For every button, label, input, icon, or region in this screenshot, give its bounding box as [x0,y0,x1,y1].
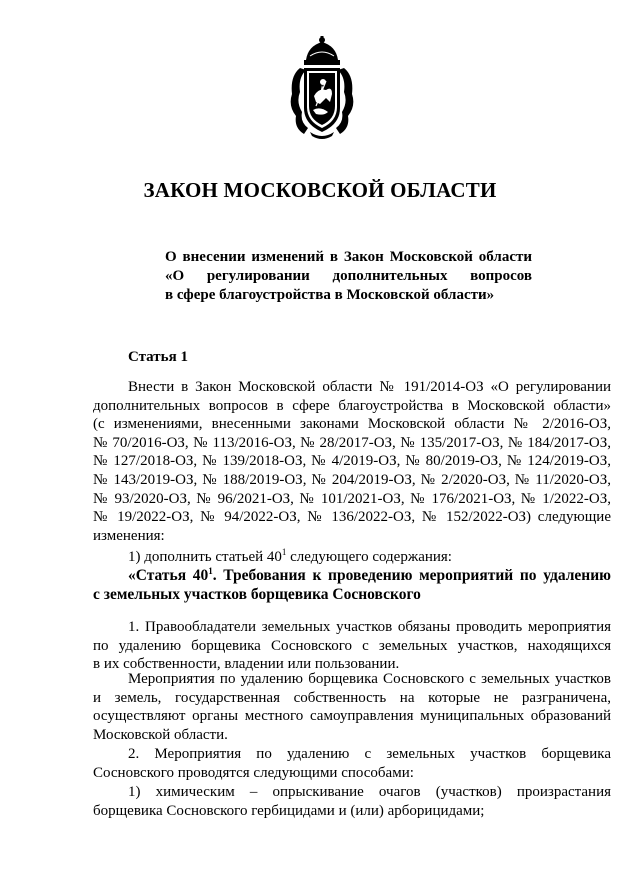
text-line: 1) химическим – опрыскивание очагов (участков) произрастания [128,784,611,800]
superscript: 1 [208,567,213,576]
text-line: дополнительных вопросов в сфере благоустройства в Московской области» [93,397,611,414]
text-line: по удалению борщевика Сосновского с земельных участков, находящихся [93,637,611,654]
text-line: № 127/2018-ОЗ, № 139/2018-ОЗ, № 4/2019-ОЗ, № 80/2019-ОЗ, № 124/2019-ОЗ, [93,453,611,470]
text-line: № 143/2019-ОЗ, № 188/2019-ОЗ, № 204/2019-ОЗ, № 2/2020-ОЗ, № 11/2020-ОЗ, [93,471,611,488]
coat-of-arms-icon [286,36,358,142]
text-line: 2. Мероприятия по удалению с земельных участков борщевика [128,746,611,762]
text-line: 1. Правообладатели земельных участков обязаны проводить мероприятия [128,619,611,635]
article-heading: Статья 1 [128,349,188,365]
paragraph-4 [93,783,611,820]
item-1-text-end: следующего содержания: [286,549,452,565]
text-line: и земель, государственная собственность на которые не разграничена, [93,689,611,706]
text-line: № 19/2022-ОЗ, № 94/2022-ОЗ, № 136/2022-ОЗ, № 152/2022-ОЗ) следующие [93,509,611,526]
new-article-heading [93,567,611,604]
text-line: (с изменениями, внесенными законами Московской области № 2/2016-ОЗ, [93,416,611,433]
subtitle-line: в сфере благоустройства в Московской области» [165,287,495,303]
text-line: № 93/2020-ОЗ, № 96/2021-ОЗ, № 101/2021-ОЗ, № 176/2021-ОЗ, № 1/2022-ОЗ, [93,490,611,507]
subtitle-line: О внесении изменений в Закон Московской области [165,249,532,265]
superscript: 1 [281,548,287,557]
text-line: осуществляют органы местного самоуправления муниципальных образований [93,708,611,725]
law-subtitle [165,248,532,305]
paragraph-1 [93,618,611,674]
text-line [93,567,611,586]
new-article-label: «Статья 40 [128,567,209,584]
text-line: с земельных участков борщевика Сосновского [93,585,421,603]
text-line: Московской области. [93,726,228,743]
text-line: Внести в Закон Московской области № 191/2014-ОЗ «О регулировании [128,379,611,395]
paragraph-2 [93,670,611,744]
law-title: ЗАКОН МОСКОВСКОЙ ОБЛАСТИ [143,178,497,202]
item-1-text: 1) дополнить статьей 40 [128,549,282,565]
paragraph-3 [93,745,611,782]
text-line [93,548,611,567]
text-line: в их собственности, владении или пользовании. [93,656,400,673]
intro-paragraph [93,378,611,545]
item-1 [93,548,611,567]
text-line: Мероприятия по удалению борщевика Сосновского с земельных участков [128,671,611,687]
text-line: борщевика Сосновского гербицидами и (или) арборицидами; [93,802,485,819]
new-article-title: . Требования к проведению мероприятий по удалению [212,567,611,584]
subtitle-line: «О регулировании дополнительных вопросов [165,268,532,284]
text-line: № 70/2016-ОЗ, № 113/2016-ОЗ, № 28/2017-ОЗ, № 135/2017-ОЗ, № 184/2017-ОЗ, [93,434,611,451]
text-line: изменения: [93,527,165,544]
text-line: Сосновского проводятся следующими способами: [93,764,414,781]
